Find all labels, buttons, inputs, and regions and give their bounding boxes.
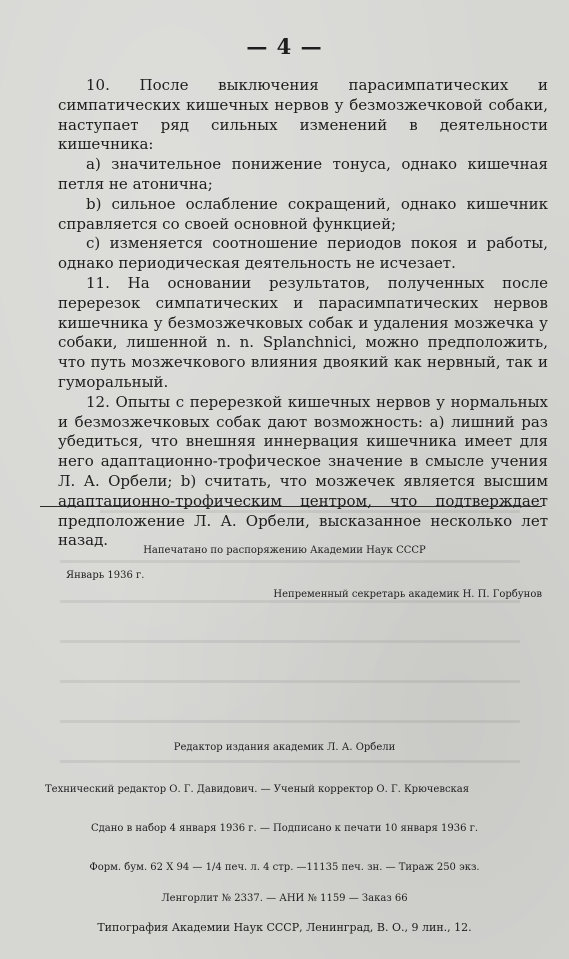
separator-rule xyxy=(40,506,542,507)
body-text xyxy=(58,76,548,551)
paragraph-10a: a) значительное понижение тонуса, однако кишечная петля не атонична; xyxy=(58,155,548,193)
paragraph-10c: c) изменяется соотношение периодов покоя и работы, однако периодическая деятельность не исчезает. xyxy=(58,234,548,273)
imprint-printed-by: Напечатано по распоряжению Академии Наук СССР xyxy=(143,545,426,556)
page-number: — 4 — xyxy=(246,34,323,59)
imprint-dates: Сдано в набор 4 января 1936 г. — Подписано к печати 10 января 1936 г. xyxy=(90,823,479,834)
imprint-secretary: Непременный секретарь академик Н. П. Горбунов xyxy=(273,589,542,600)
paragraph-10: 10. После выключения парасимпатических и симпатических кишечных нервов у безмозжечковой собаки, наступает ряд сильных изменений в деятельности кишечника: xyxy=(58,76,548,154)
paragraph-12: 12. Опыты с перерезкой кишечных нервов у нормальных и безмозжечковых собак дают возможность: a) лишний раз убедиться, что внешняя иннервация кишечника имеет для него адаптационно-трофическое значение в смысле учения Л. А. Орбели; b) считать, что мозжечек является высшим адаптационно-трофическим центром, что подтверждает предположение Л. А. Орбели, высказанное несколько лет назад. xyxy=(58,392,548,550)
imprint-format: Форм. бум. 62 Х 94 — 1/4 печ. л. 4 стр. —11135 печ. зн. — Тираж 250 экз. xyxy=(89,862,480,873)
imprint-tech-editor: Технический редактор О. Г. Давидович. — Ученый корректор О. Г. Крючевская xyxy=(45,784,470,795)
paragraph-11: 11. На основании результатов, полученных после перерезок симпатических и парасимпатических нервов кишечника у безмозжечковых собак и удаления мозжечка у собаки, лишенной n. n. Splanchnici, можно предположить, что путь мозжечкового влияния двоякий как нервный, так и гуморальный. xyxy=(58,273,548,391)
imprint-editor: Редактор издания академик Л. А. Орбели xyxy=(173,742,396,753)
imprint-date: Январь 1936 г. xyxy=(66,570,145,581)
imprint-printer: Типография Академии Наук СССР, Ленинград, В. О., 9 лин., 12. xyxy=(97,921,472,934)
imprint-license: Ленгорлит № 2337. — АНИ № 1159 — Заказ 66 xyxy=(161,893,408,904)
paragraph-10b: b) сильное ослабление сокращений, однако кишечник справляется со своей основной функцией; xyxy=(58,194,548,233)
